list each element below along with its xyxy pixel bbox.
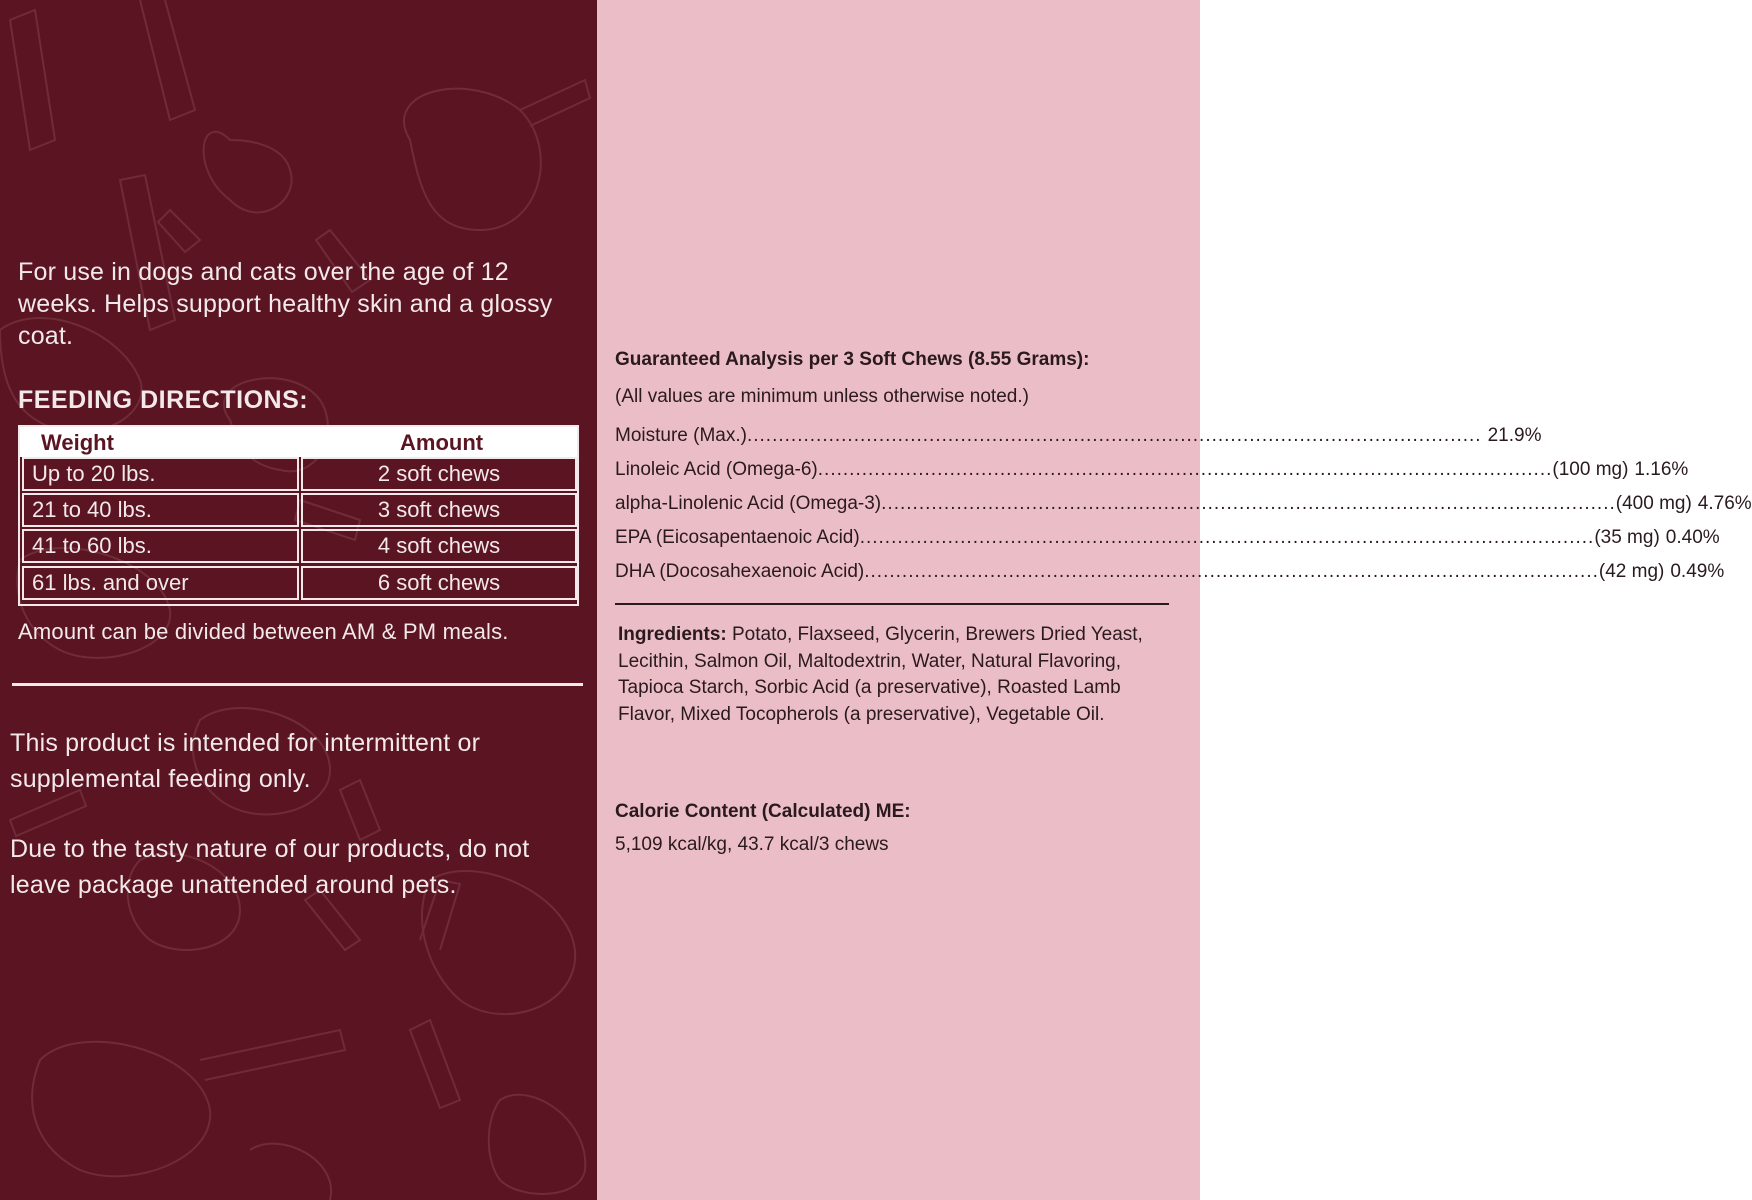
guaranteed-analysis-title: Guaranteed Analysis per 3 Soft Chews (8.55 Grams): <box>615 349 1090 370</box>
right-divider <box>615 603 1169 605</box>
table-row <box>20 566 577 602</box>
leader-dots: ..................................................................................................................... <box>817 459 1553 480</box>
guaranteed-analysis-note: (All values are minimum unless otherwise noted.) <box>615 386 1029 407</box>
calorie-content-value: 5,109 kcal/kg, 43.7 kcal/3 chews <box>615 834 889 855</box>
analysis-mg: (35 mg) <box>1594 527 1660 548</box>
analysis-percent: 21.9% <box>1487 425 1542 446</box>
analysis-row <box>615 459 1689 485</box>
table-row <box>20 493 577 529</box>
weight-cell: 61 lbs. and over <box>22 566 299 600</box>
caution-text: Due to the tasty nature of our products, do not leave package unattended around pets. <box>10 835 530 899</box>
ingredients-text <box>618 622 1158 728</box>
leader-dots: ..................................................................................................................... <box>859 527 1595 548</box>
feeding-table <box>18 425 579 606</box>
analysis-name: EPA (Eicosapentaenoic Acid) <box>615 527 860 548</box>
weight-cell: 41 to 60 lbs. <box>22 529 299 563</box>
table-row <box>20 529 577 565</box>
analysis-name: Moisture (Max.) <box>615 425 747 446</box>
leader-dots: ..................................................................................................................... <box>881 493 1616 514</box>
feeding-directions-title: FEEDING DIRECTIONS: <box>18 386 309 414</box>
ingredients-list: Potato, Flaxseed, Glycerin, Brewers Dried Yeast, Lecithin, Salmon Oil, Maltodextrin, Water, Natural Flavoring, Tapioca Starch, Sorbic Acid (a preservative), Roasted Lamb Flavor, Mixed Tocopherols (a preservative), Vegetable Oil. <box>618 624 1143 725</box>
weight-cell: Up to 20 lbs. <box>22 457 299 491</box>
amount-cell: 3 soft chews <box>301 493 577 527</box>
amount-cell: 6 soft chews <box>301 566 577 600</box>
intermittent-feeding-text: This product is intended for intermittent or supplemental feeding only. <box>10 729 481 793</box>
feeding-table-header <box>20 427 577 457</box>
divide-meals-note: Amount can be divided between AM & PM meals. <box>18 619 509 644</box>
analysis-row <box>615 425 1542 451</box>
leader-dots: ..................................................................................................................... <box>746 425 1482 446</box>
table-row <box>20 457 577 493</box>
analysis-percent: 4.76% <box>1697 493 1752 514</box>
amount-cell: 2 soft chews <box>301 457 577 491</box>
analysis-row <box>615 527 1720 553</box>
analysis-name: alpha-Linolenic Acid (Omega-3) <box>615 493 882 514</box>
right-panel <box>597 0 1752 1200</box>
header-weight: Weight <box>41 430 114 455</box>
analysis-mg: (100 mg) <box>1552 459 1629 480</box>
weight-cell: 21 to 40 lbs. <box>22 493 299 527</box>
ingredients-label: Ingredients: <box>618 624 727 645</box>
analysis-mg: (400 mg) <box>1615 493 1692 514</box>
analysis-percent: 1.16% <box>1634 459 1689 480</box>
left-panel <box>0 0 597 1200</box>
analysis-mg: (42 mg) <box>1598 561 1665 582</box>
left-divider <box>12 683 583 686</box>
leader-dots: ..................................................................................................................... <box>864 561 1599 582</box>
analysis-name: DHA (Docosahexaenoic Acid) <box>615 561 865 582</box>
product-intro-text: For use in dogs and cats over the age of 12 weeks. Helps support healthy skin and a glossy coat. <box>18 258 553 350</box>
header-amount: Amount <box>400 430 484 455</box>
analysis-row <box>615 493 1752 519</box>
analysis-percent: 0.40% <box>1665 527 1720 548</box>
analysis-row <box>615 561 1725 587</box>
analysis-name: Linoleic Acid (Omega-6) <box>615 459 818 480</box>
analysis-percent: 0.49% <box>1670 561 1725 582</box>
calorie-content-title: Calorie Content (Calculated) ME: <box>615 801 911 822</box>
amount-cell: 4 soft chews <box>301 529 577 563</box>
